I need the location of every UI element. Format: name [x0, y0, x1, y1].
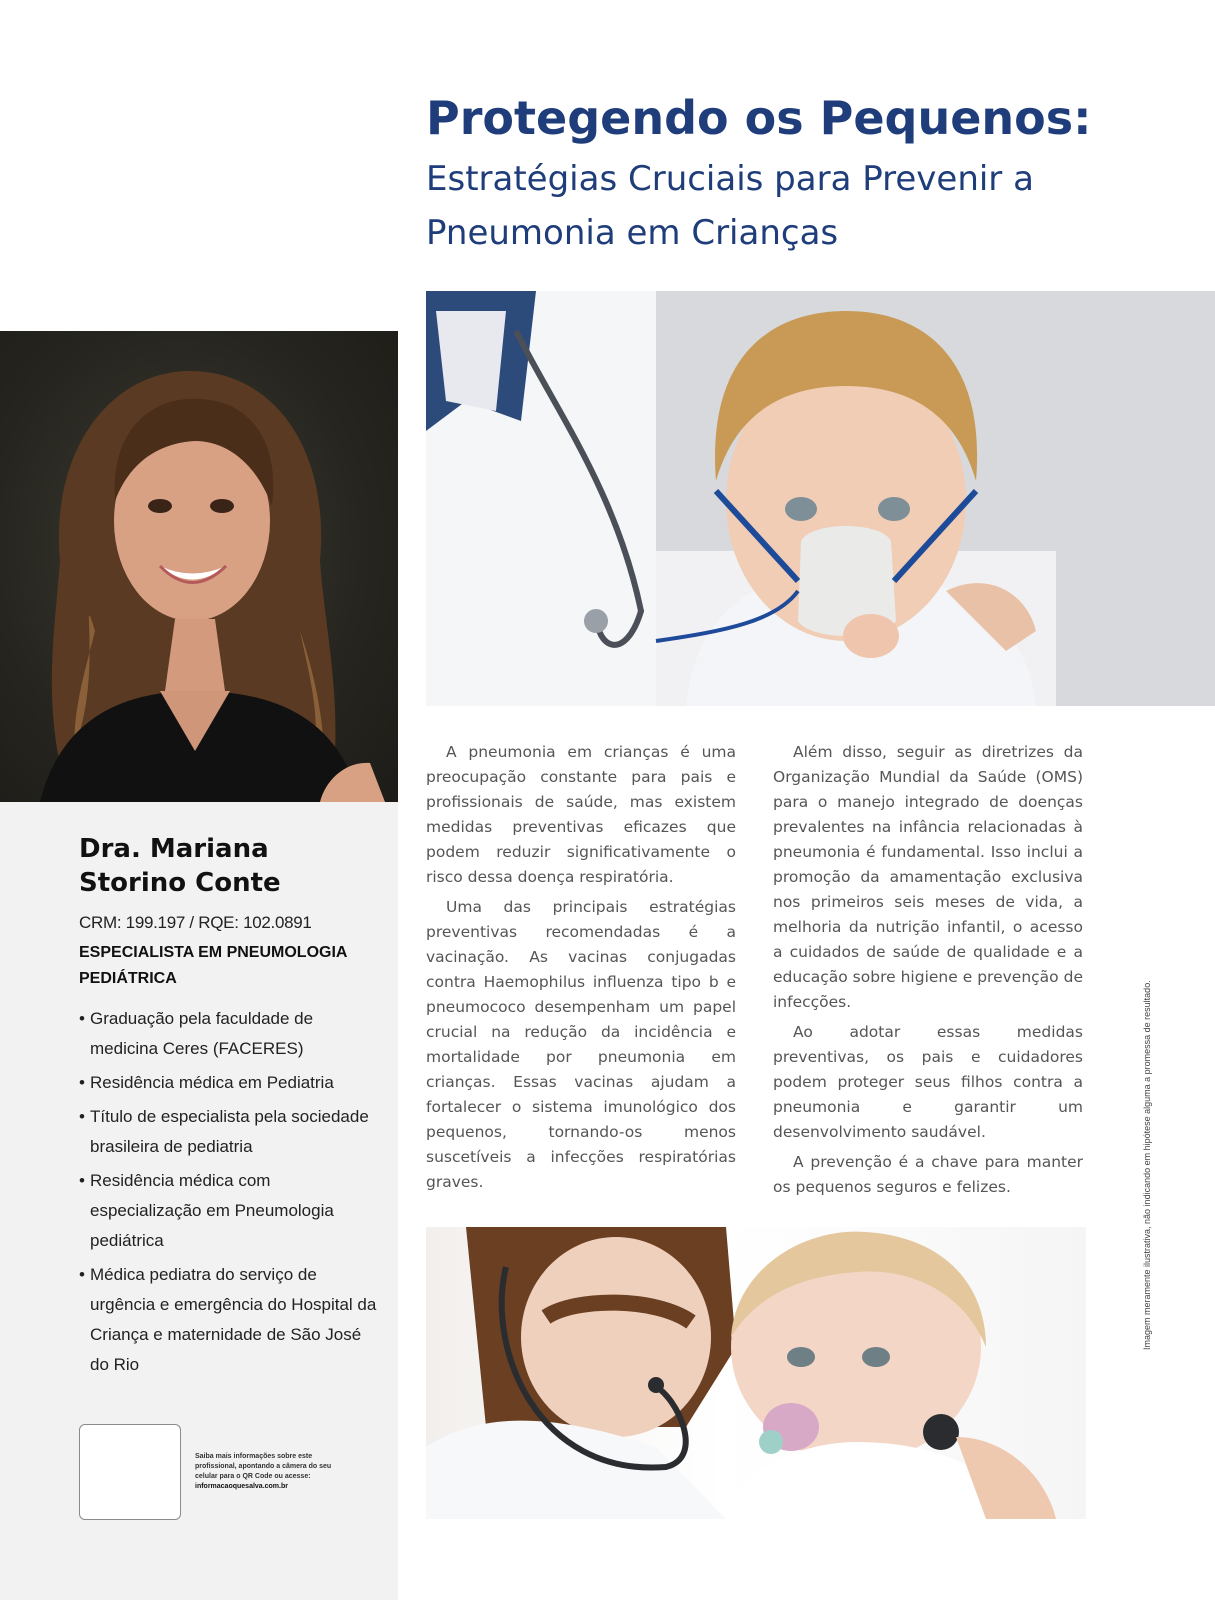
qr-url-link[interactable]: informacaoquesalva.com.br	[195, 1483, 288, 1490]
qr-code-placeholder[interactable]	[79, 1424, 181, 1520]
article-paragraph: Uma das principais estratégias preventivas recomendadas é a vacinação. As vacinas conjugadas contra Haemophilus influenza tipo b e pneumococo desempenham um papel crucial na redução da incidência e mortalidade por pneumonia em crianças. Essas vacinas ajudam a fortalecer o sistema imunológico dos pequenos, tornando-os menos suscetíveis a infecções respiratórias graves.	[426, 898, 736, 1191]
doctor-with-child-inhaler-photo	[426, 291, 1215, 706]
article-paragraph: Ao adotar essas medidas preventivas, os pais e cuidadores podem proteger seus filhos contra a pneumonia e garantir um desenvolvimento saudável.	[773, 1023, 1083, 1141]
doctor-examining-baby-photo	[426, 1227, 1086, 1519]
qr-note	[195, 1452, 345, 1492]
article-subtitle: Estratégias Cruciais para Prevenir a Pneumonia em Crianças	[426, 159, 1034, 253]
article-paragraph: A prevenção é a chave para manter os pequenos seguros e felizes.	[773, 1153, 1083, 1196]
doctor-name	[79, 832, 281, 900]
credential-item: • Título de especialista pela sociedade brasileira de pediatria	[79, 1102, 379, 1162]
doctor-credentials-list	[79, 1004, 379, 1384]
credential-item: • Médica pediatra do serviço de urgência e emergência do Hospital da Criança e maternidade de São José do Rio	[79, 1260, 379, 1380]
doctor-specialty: ESPECIALISTA EM PNEUMOLOGIA PEDIÁTRICA	[79, 944, 347, 987]
qr-note-text: Saiba mais informações sobre este profissional, apontando a câmera do seu celular para o QR Code ou acesse:	[195, 1453, 332, 1480]
article-paragraph: Além disso, seguir as diretrizes da Organização Mundial da Saúde (OMS) para o manejo integrado de doenças prevalentes na infância relacionadas à pneumonia é fundamental. Isso inclui a promoção da amamentação exclusiva nos primeiros seis meses de vida, a melhoria da nutrição infantil, o acesso a cuidados de saúde de qualidade e a educação sobre higiene e prevenção de infecções.	[773, 743, 1083, 1011]
article-title: Protegendo os Pequenos:	[426, 91, 1092, 145]
doctor-name-line1: Dra. Mariana	[79, 834, 269, 864]
doctor-crm: CRM: 199.197 / RQE: 102.0891	[79, 913, 312, 932]
credential-item: • Residência médica com especialização em Pneumologia pediátrica	[79, 1166, 379, 1256]
credential-item: • Residência médica em Pediatria	[79, 1068, 379, 1098]
image-disclaimer: Imagem meramente ilustrativa, não indicando em hipótese alguma a promessa de resultado.	[1142, 980, 1152, 1350]
article-column-1	[426, 740, 736, 1200]
article-paragraph: A pneumonia em crianças é uma preocupação constante para pais e profissionais de saúde, mas existem medidas preventivas eficazes que podem reduzir significativamente o risco dessa doença respiratória.	[426, 743, 736, 886]
credential-item: • Graduação pela faculdade de medicina Ceres (FACERES)	[79, 1004, 379, 1064]
doctor-name-line2: Storino Conte	[79, 868, 281, 898]
doctor-portrait	[0, 331, 398, 802]
article-column-2	[773, 740, 1083, 1205]
